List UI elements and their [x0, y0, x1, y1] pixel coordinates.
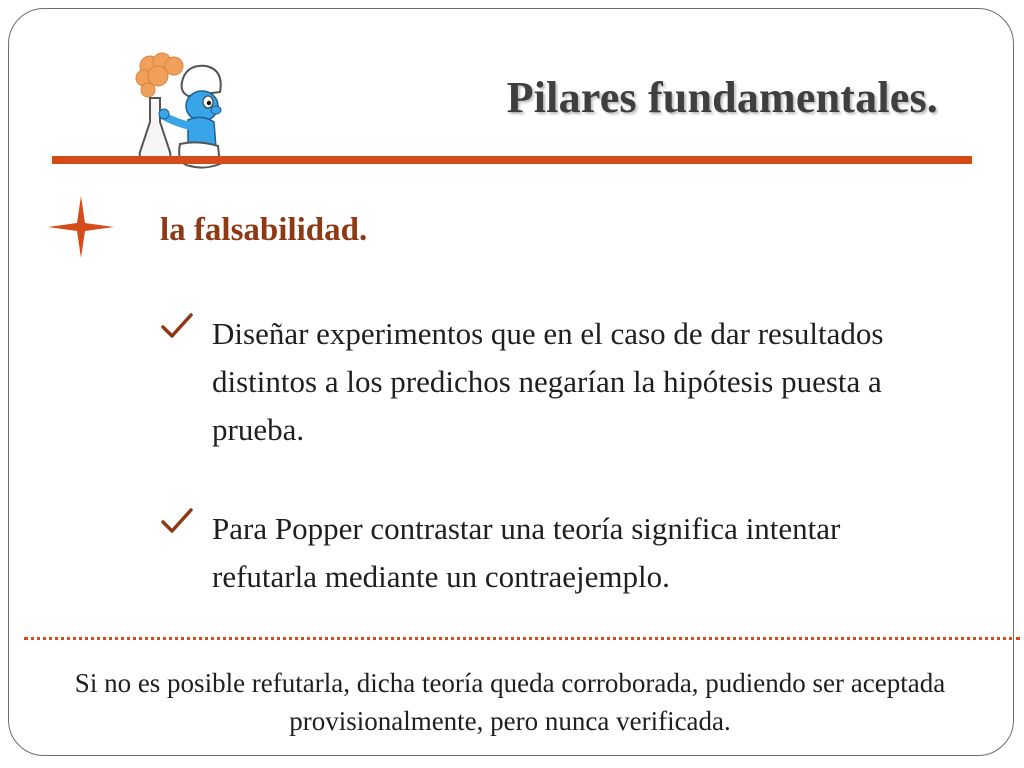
bullet-text: Para Popper contrastar una teoría significa intentar refutarla mediante un contraejemplo.	[212, 511, 841, 594]
footer-note: Si no es posible refutarla, dicha teoría queda corroborada, pudiendo ser aceptada provisionalmente, pero nunca verificada.	[74, 668, 946, 736]
checkmark-icon	[160, 507, 194, 535]
bullet-item	[160, 505, 940, 601]
slide-title: Pilares fundamentales.	[506, 73, 938, 122]
dotted-divider	[24, 637, 1020, 640]
section-subtitle: la falsabilidad.	[160, 212, 368, 248]
bullet-item	[160, 310, 940, 454]
bullet-text: Diseñar experimentos que en el caso de dar resultados distintos a los predichos negarían la hipótesis puesta a prueba.	[212, 316, 884, 447]
smurf-scientist-illustration	[128, 52, 228, 172]
four-point-star-icon	[46, 194, 116, 260]
title-underline	[52, 156, 972, 164]
checkmark-icon	[160, 312, 194, 340]
